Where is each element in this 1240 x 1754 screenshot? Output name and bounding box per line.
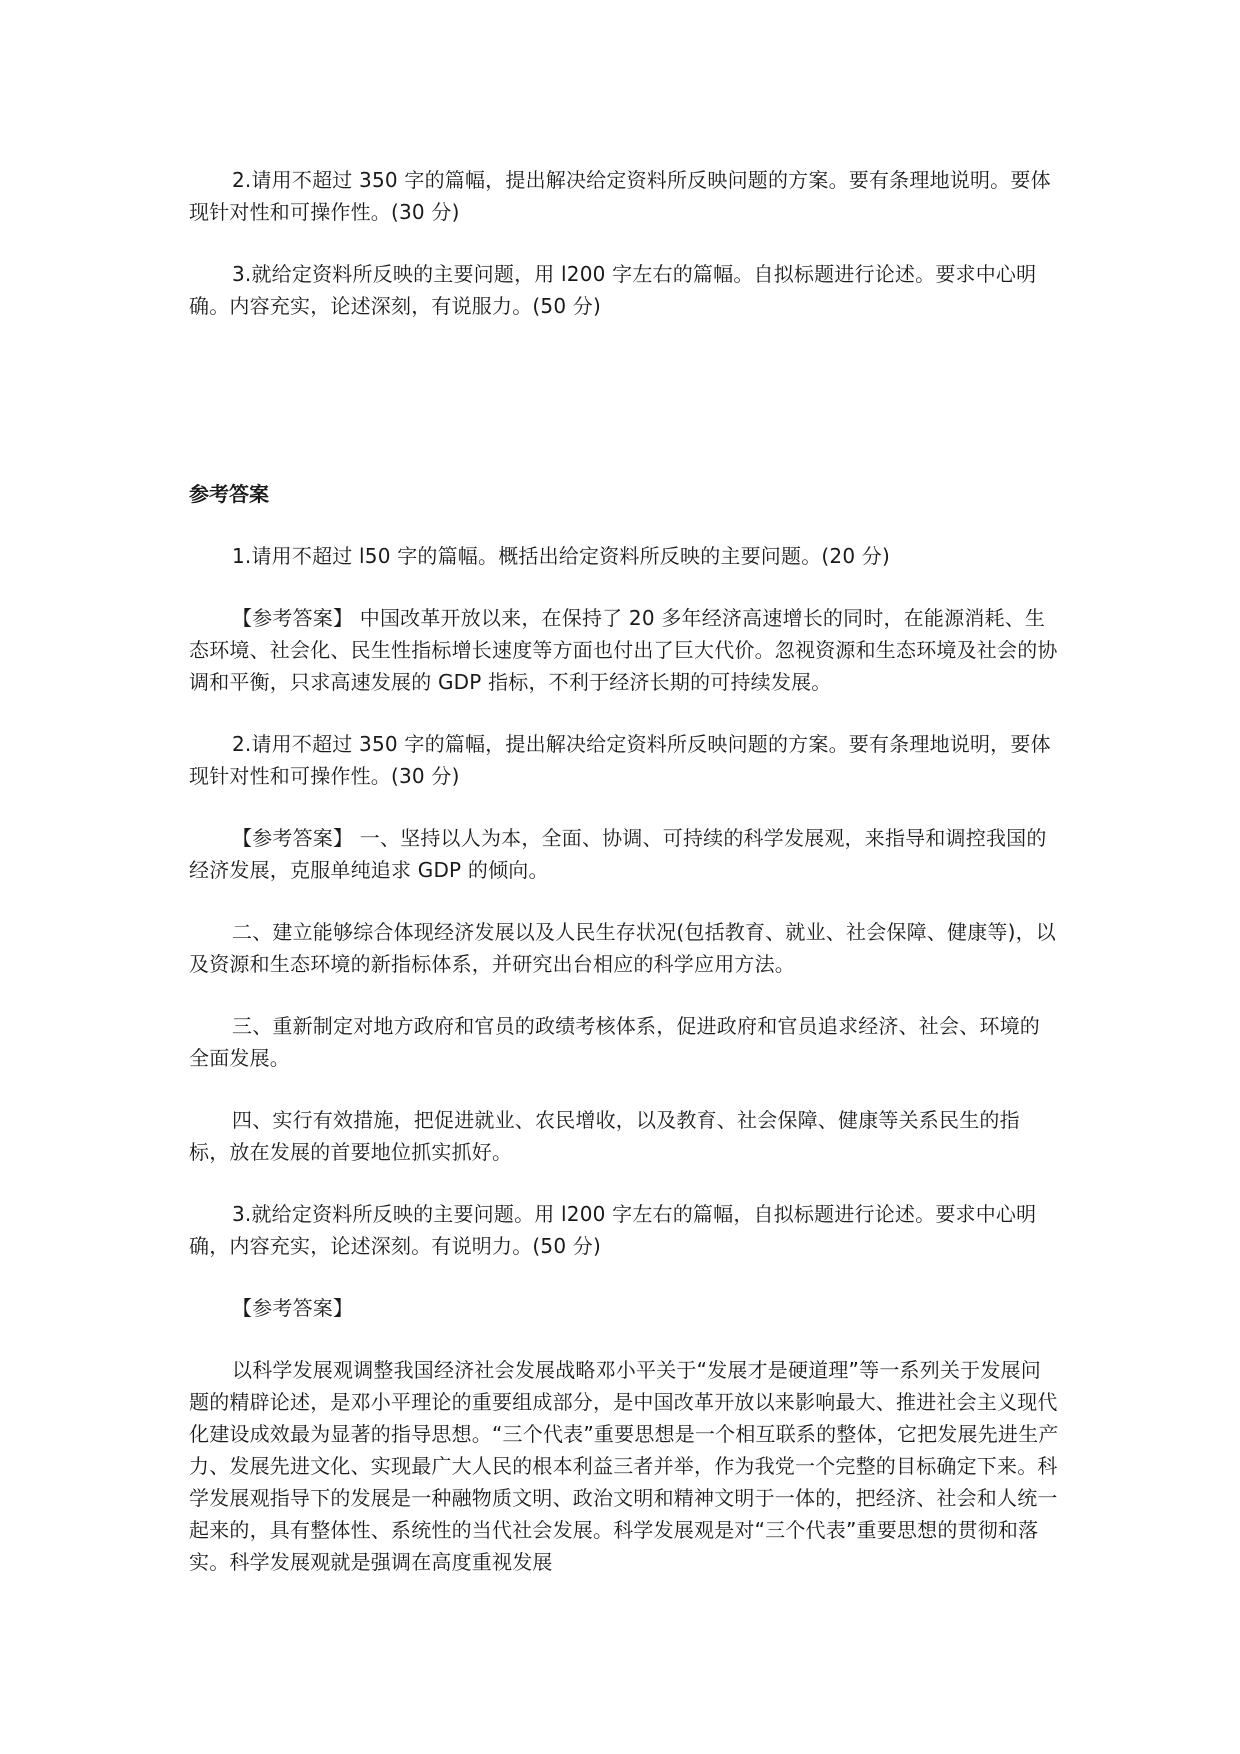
answer-3-essay: 以科学发展观调整我国经济社会发展战略邓小平关于“发展才是硬道理”等一系列关于发展问题的精辟论述，是邓小平理论的重要组成部分，是中国改革开放以来影响最大、推进社会主义现代化建设成效最为显著的指导思想。“三个代表”重要思想是一个相互联系的整体，它把发展先进生产力、发展先进文化、实现最广大人民的根本利益三者并举，作为我党一个完整的目标确定下来。科学发展观指导下的发展是一种融物质文明、政治文明和精神文明于一体的，把经济、社会和人统一起来的，具有整体性、系统性的当代社会发展。科学发展观是对“三个代表”重要思想的贯彻和落实。科学发展观就是强调在高度重视发展 <box>189 1358 1059 1574</box>
answer-1-text: 【参考答案】 中国改革开放以来，在保持了 20 多年经济高速增长的同时，在能源消耗、生态环境、社会化、民生性指标增长速度等方面也付出了巨大代价。忽视资源和生态环境及社会的协调和平衡，只求高速发展的 GDP 指标，不利于经济长期的可持续发展。 <box>189 606 1058 694</box>
answer-2-point-4: 四、实行有效措施，把促进就业、农民增收，以及教育、社会保障、健康等关系民生的指标，放在发展的首要地位抓实抓好。 <box>189 1108 1020 1164</box>
answer-2-point-3: 三、重新制定对地方政府和官员的政绩考核体系，促进政府和官员追求经济、社会、环境的全面发展。 <box>189 1014 1040 1070</box>
answer-question-2: 2.请用不超过 350 字的篇幅，提出解决给定资料所反映问题的方案。要有条理地说明，要体现针对性和可操作性。(30 分) <box>189 732 1051 788</box>
answer-2-intro: 【参考答案】 一、坚持以人为本，全面、协调、可持续的科学发展观，来指导和调控我国的经济发展，克服单纯追求 GDP 的倾向。 <box>189 826 1047 882</box>
answer-question-3: 3.就给定资料所反映的主要问题。用 l200 字左右的篇幅，自拟标题进行论述。要求中心明确，内容充实，论述深刻。有说明力。(50 分) <box>189 1202 1037 1258</box>
answer-3-label: 【参考答案】 <box>232 1296 354 1320</box>
answer-2-point-2: 二、建立能够综合体现经济发展以及人民生存状况(包括教育、就业、社会保障、健康等)，以及资源和生态环境的新指标体系，并研究出台相应的科学应用方法。 <box>189 920 1057 976</box>
answer-question-1: 1.请用不超过 l50 字的篇幅。概括出给定资料所反映的主要问题。(20 分) <box>232 544 891 568</box>
question-2-top: 2.请用不超过 350 字的篇幅，提出解决给定资料所反映问题的方案。要有条理地说明。要体现针对性和可操作性。(30 分) <box>189 168 1051 224</box>
answers-heading: 参考答案 <box>189 482 269 506</box>
question-3-top: 3.就给定资料所反映的主要问题，用 l200 字左右的篇幅。自拟标题进行论述。要求中心明确。内容充实，论述深刻，有说服力。(50 分) <box>189 262 1037 318</box>
